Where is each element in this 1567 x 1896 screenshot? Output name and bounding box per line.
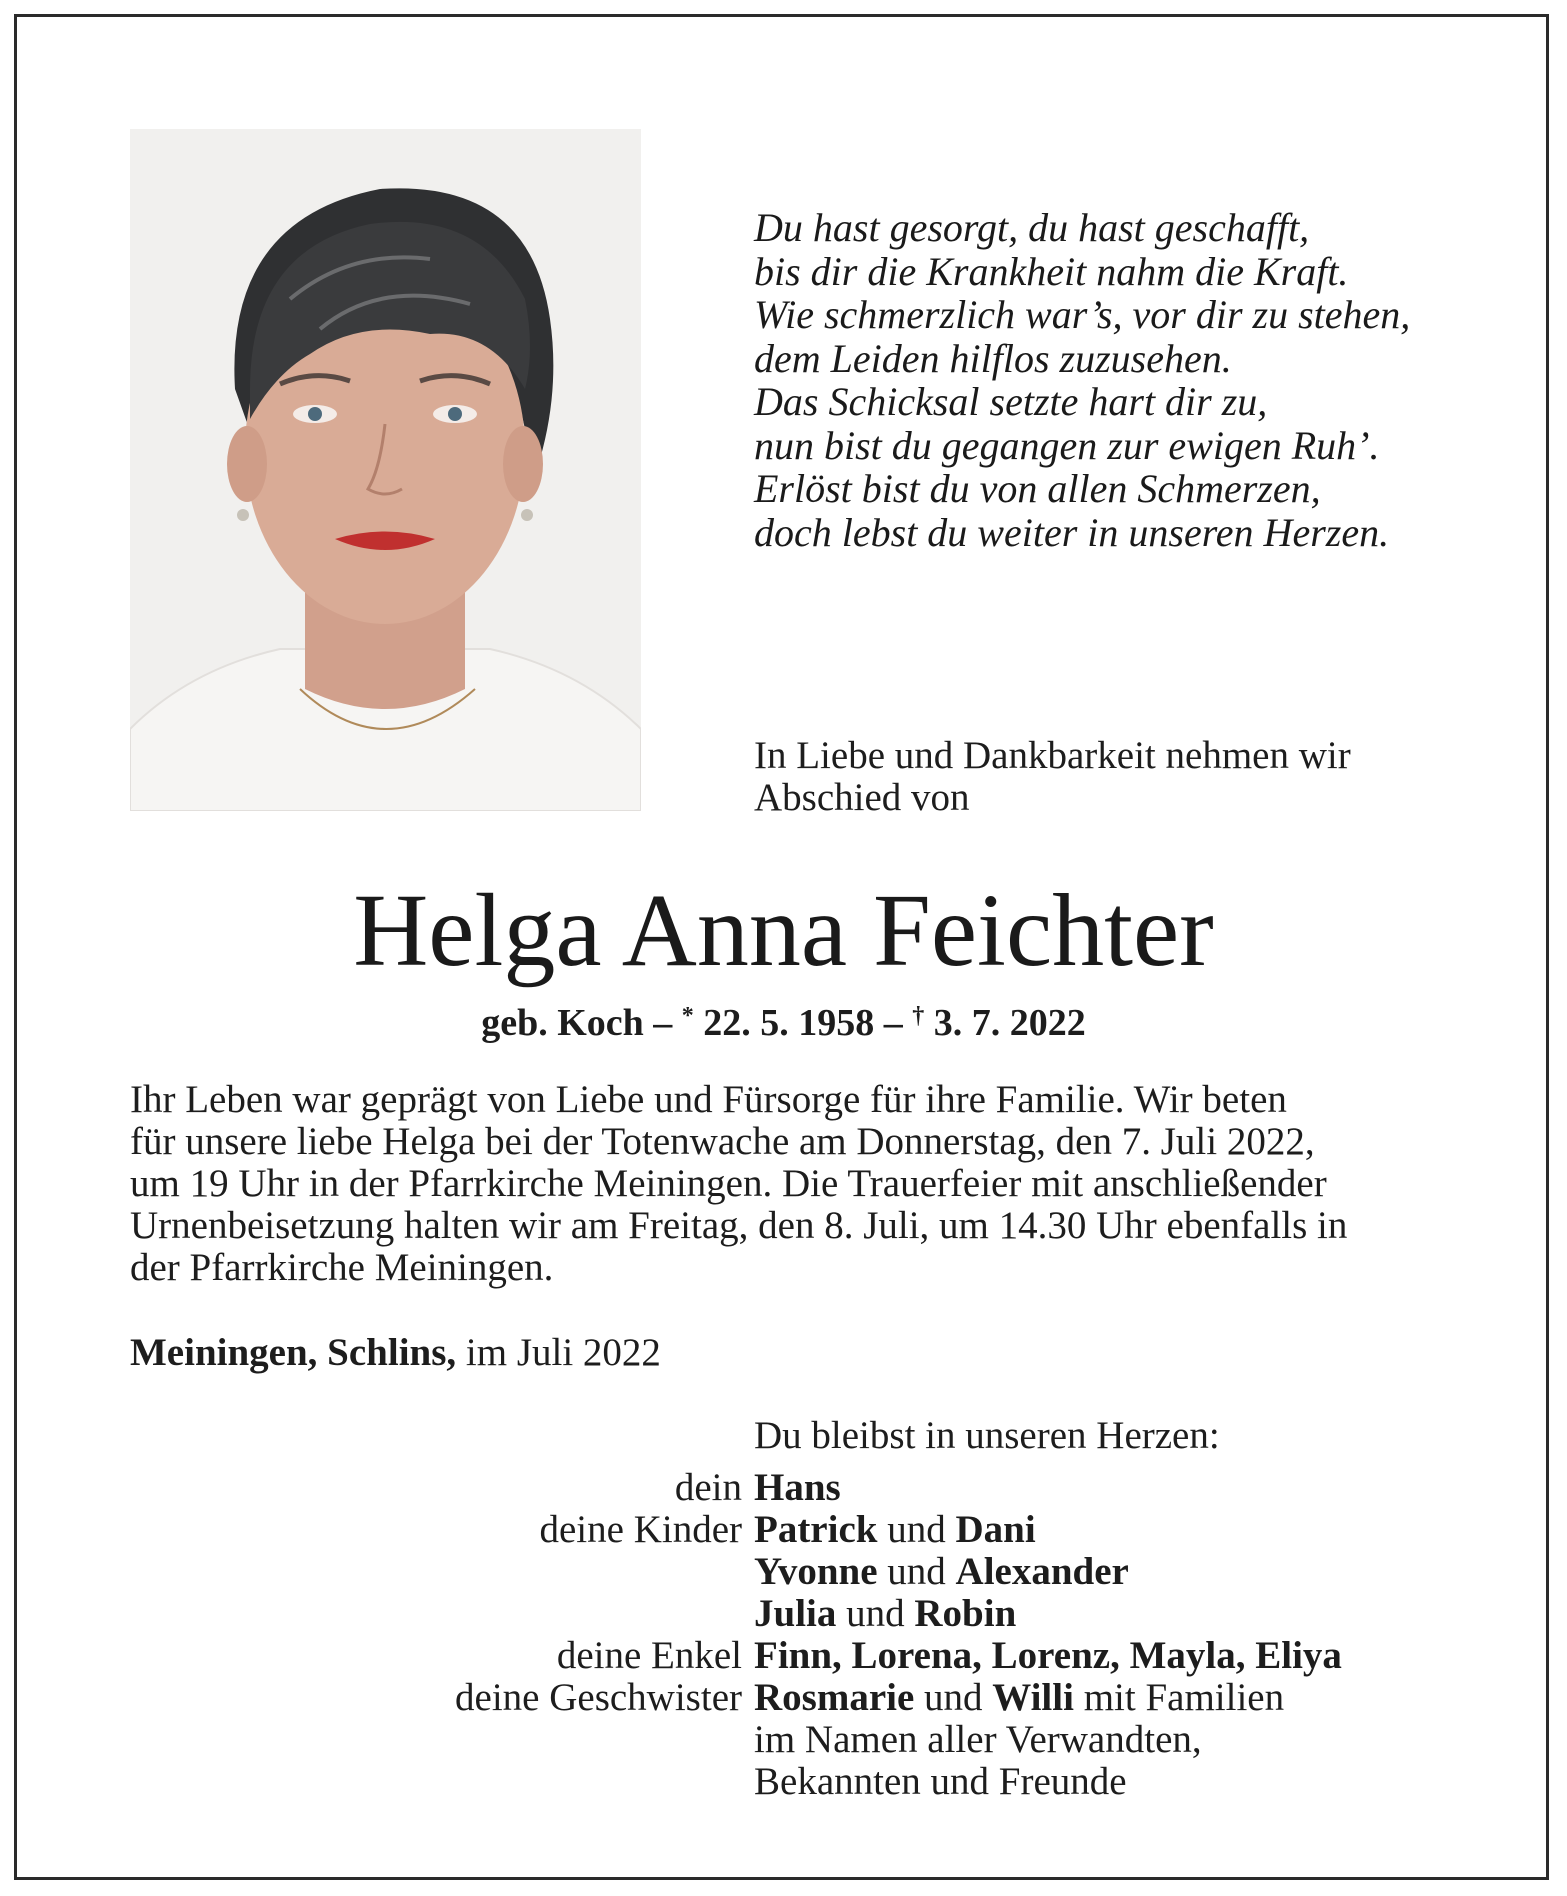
mourner-name: Finn, Lorena, Lorenz, Mayla, Eliya — [754, 1634, 1342, 1677]
body-line: um 19 Uhr in der Pfarrkirche Meiningen. Die Trauerfeier mit anschließender — [130, 1162, 1327, 1205]
closing-line: im Namen aller Verwandten, — [754, 1718, 1202, 1761]
mourner-name: Yvonne — [754, 1550, 878, 1593]
farewell-intro — [754, 735, 1454, 819]
relation-label — [300, 1761, 754, 1803]
connector: mit Familien — [1073, 1676, 1285, 1719]
mourner-row — [300, 1593, 1500, 1635]
intro-line: In Liebe und Dankbarkeit nehmen wir — [754, 734, 1351, 777]
connector: und — [877, 1508, 956, 1551]
mourner-name: Julia — [754, 1592, 837, 1635]
mourner-row — [300, 1761, 1500, 1803]
death-date: 3. 7. 2022 — [924, 1002, 1086, 1044]
mourner-name: Robin — [914, 1592, 1017, 1635]
relation-label — [300, 1719, 754, 1761]
mourner-name: Hans — [754, 1466, 841, 1509]
portrait-illustration — [130, 129, 641, 811]
maiden-name: geb. Koch — [481, 1002, 644, 1044]
place-towns: Meiningen, Schlins, — [130, 1331, 457, 1374]
poem-line: bis dir die Krankheit nahm die Kraft. — [754, 248, 1349, 294]
separator: – — [874, 1002, 913, 1044]
mourners-list — [300, 1467, 1500, 1803]
poem-line: Wie schmerzlich war’s, vor dir zu stehen, — [754, 292, 1411, 337]
mourner-name: Rosmarie — [754, 1676, 915, 1719]
poem-line: Du hast gesorgt, du hast geschafft, — [754, 205, 1310, 250]
portrait-photo — [130, 129, 641, 811]
birth-date: 22. 5. 1958 — [693, 1002, 875, 1044]
mourner-name: Patrick — [754, 1508, 878, 1551]
closing-line: Bekannten und Freunde — [754, 1760, 1127, 1803]
mourner-name: Willi — [992, 1676, 1074, 1719]
body-line: Urnenbeisetzung halten wir am Freitag, den 8. Juli, um 14.30 Uhr ebenfalls in — [130, 1204, 1348, 1247]
relation-label: dein — [674, 1466, 742, 1509]
mourner-name: Dani — [955, 1508, 1036, 1551]
mourner-row — [300, 1551, 1500, 1593]
poem-line: dem Leiden hilflos zuzusehen. — [754, 335, 1232, 381]
connector: und — [914, 1676, 993, 1719]
relation-label — [300, 1551, 754, 1593]
memorial-poem — [754, 206, 1454, 554]
relation-label — [300, 1593, 754, 1635]
poem-line: nun bist du gegangen zur ewigen Ruh’. — [754, 422, 1380, 468]
place-date: im Juli 2022 — [456, 1331, 661, 1374]
mourner-row — [300, 1719, 1500, 1761]
mourner-row — [300, 1467, 1500, 1509]
mourners-heading: Du bleibst in unseren Herzen: — [754, 1414, 1220, 1457]
place-and-date — [130, 1332, 661, 1374]
mourner-row — [300, 1677, 1500, 1719]
mourner-name: Alexander — [955, 1550, 1129, 1593]
connector: und — [877, 1550, 956, 1593]
death-symbol: † — [912, 1003, 925, 1029]
birth-symbol: * — [681, 1003, 694, 1029]
connector: und — [836, 1592, 915, 1635]
ceremony-details — [130, 1079, 1440, 1289]
relation-label: deine Enkel — [556, 1634, 742, 1677]
separator: – — [643, 1002, 682, 1044]
body-line: für unsere liebe Helga bei der Totenwache am Donnerstag, den 7. Juli 2022, — [130, 1120, 1315, 1163]
relation-label: deine Geschwister — [455, 1676, 742, 1719]
poem-line: Das Schicksal setzte hart dir zu, — [754, 379, 1268, 424]
mourner-row — [300, 1509, 1500, 1551]
mourner-row — [300, 1635, 1500, 1677]
body-line: Ihr Leben war geprägt von Liebe und Fürsorge für ihre Familie. Wir beten — [130, 1078, 1287, 1121]
body-line: der Pfarrkirche Meiningen. — [130, 1246, 554, 1289]
life-dates — [0, 994, 1567, 1045]
intro-line: Abschied von — [754, 776, 970, 819]
poem-line: doch lebst du weiter in unseren Herzen. — [754, 509, 1390, 555]
poem-line: Erlöst bist du von allen Schmerzen, — [754, 466, 1321, 511]
deceased-name: Helga Anna Feichter — [353, 873, 1214, 988]
relation-label: deine Kinder — [539, 1508, 742, 1551]
